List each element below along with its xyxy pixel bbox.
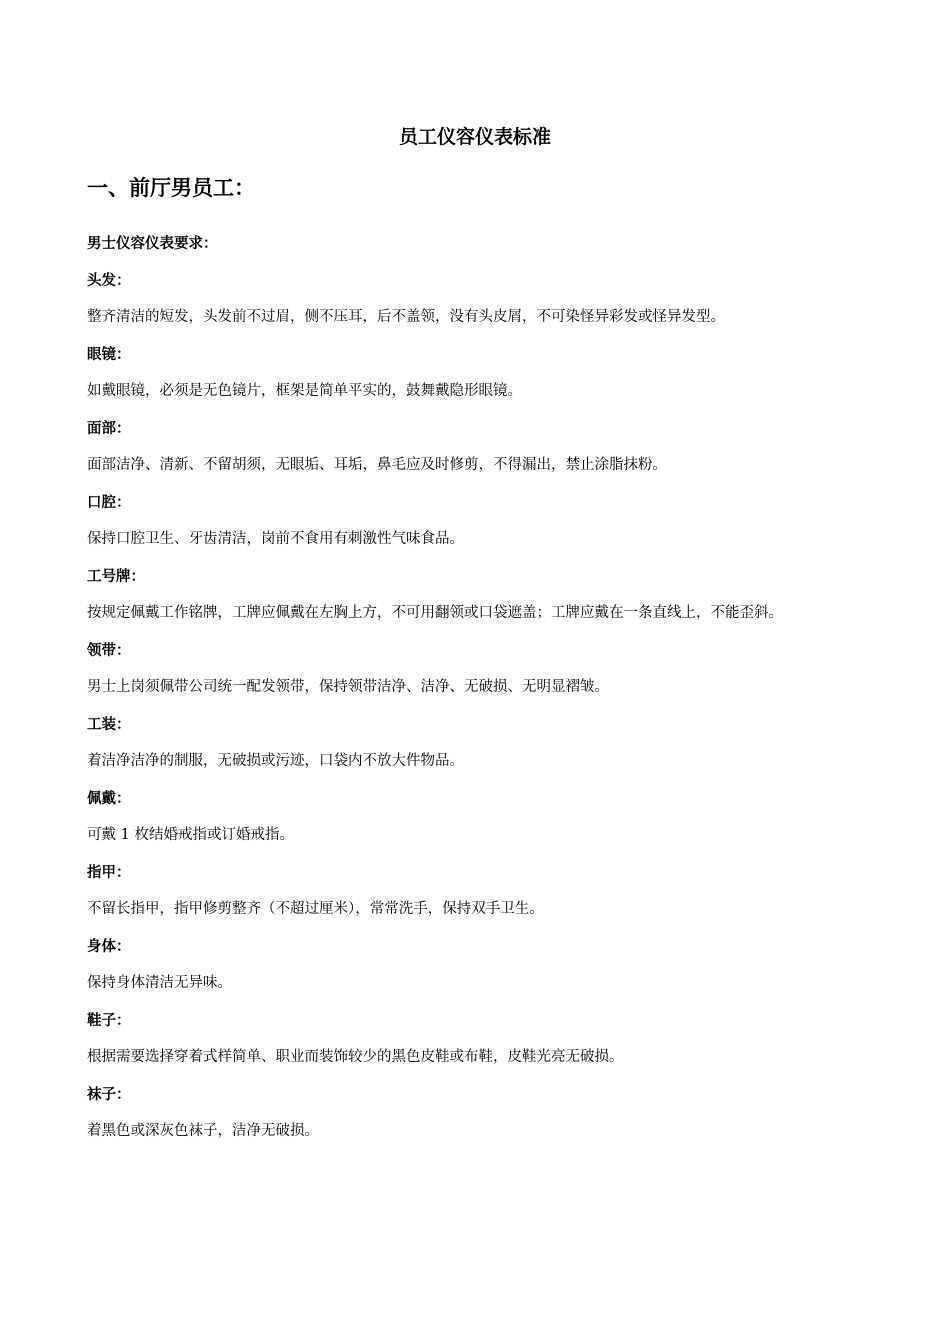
document-body xyxy=(87,225,867,1150)
document-title: 员工仪容仪表标准 xyxy=(398,126,551,148)
item-label-mouth: 口腔： xyxy=(87,494,131,511)
item-label-socks: 袜子： xyxy=(87,1086,131,1103)
item-text-tie: 男士上岗须佩带公司统一配发领带，保持领带洁净、洁净、无破损、无明显褶皱。 xyxy=(87,679,609,695)
item-label-tie: 领带： xyxy=(87,642,131,659)
item-text-accessories: 可戴 1 枚结婚戒指或订婚戒指。 xyxy=(87,827,294,843)
item-label-nails: 指甲： xyxy=(87,864,131,881)
section-heading: 一、前厅男员工： xyxy=(87,175,255,200)
item-text-hair: 整齐清洁的短发，头发前不过眉，侧不压耳，后不盖领，没有头皮屑，不可染怪异彩发或怪异发型。 xyxy=(87,309,725,325)
item-text-nails: 不留长指甲，指甲修剪整齐（不超过厘米），常常洗手，保持双手卫生。 xyxy=(87,901,544,917)
item-text-name-badge: 按规定佩戴工作铭牌，工牌应佩戴在左胸上方，不可用翻领或口袋遮盖；工牌应戴在一条直线上，不能歪斜。 xyxy=(87,605,783,621)
item-label-name-badge: 工号牌： xyxy=(87,568,145,585)
item-text-mouth: 保持口腔卫生、牙齿清洁，岗前不食用有刺激性气味食品。 xyxy=(87,531,464,547)
item-label-shoes: 鞋子： xyxy=(87,1012,131,1029)
item-text-face: 面部洁净、清新、不留胡须，无眼垢、耳垢，鼻毛应及时修剪，不得漏出，禁止涂脂抹粉。 xyxy=(87,457,667,473)
item-text-body: 保持身体清洁无异味。 xyxy=(87,975,232,991)
item-label-glasses: 眼镜： xyxy=(87,346,131,363)
item-text-glasses: 如戴眼镜，必须是无色镜片，框架是简单平实的，鼓舞戴隐形眼镜。 xyxy=(87,383,522,399)
requirements-intro: 男士仪容仪表要求： xyxy=(87,235,218,252)
item-text-shoes: 根据需要选择穿着式样简单、职业而装饰较少的黑色皮鞋或布鞋，皮鞋光亮无破损。 xyxy=(87,1049,624,1065)
item-label-accessories: 佩戴： xyxy=(87,790,131,807)
item-text-uniform: 着洁净洁净的制服，无破损或污迹，口袋内不放大件物品。 xyxy=(87,753,464,769)
item-text-socks: 着黑色或深灰色袜子，洁净无破损。 xyxy=(87,1123,319,1139)
item-label-face: 面部： xyxy=(87,420,131,437)
item-label-uniform: 工装： xyxy=(87,716,131,733)
item-label-body: 身体： xyxy=(87,938,131,955)
item-label-hair: 头发： xyxy=(87,272,131,289)
